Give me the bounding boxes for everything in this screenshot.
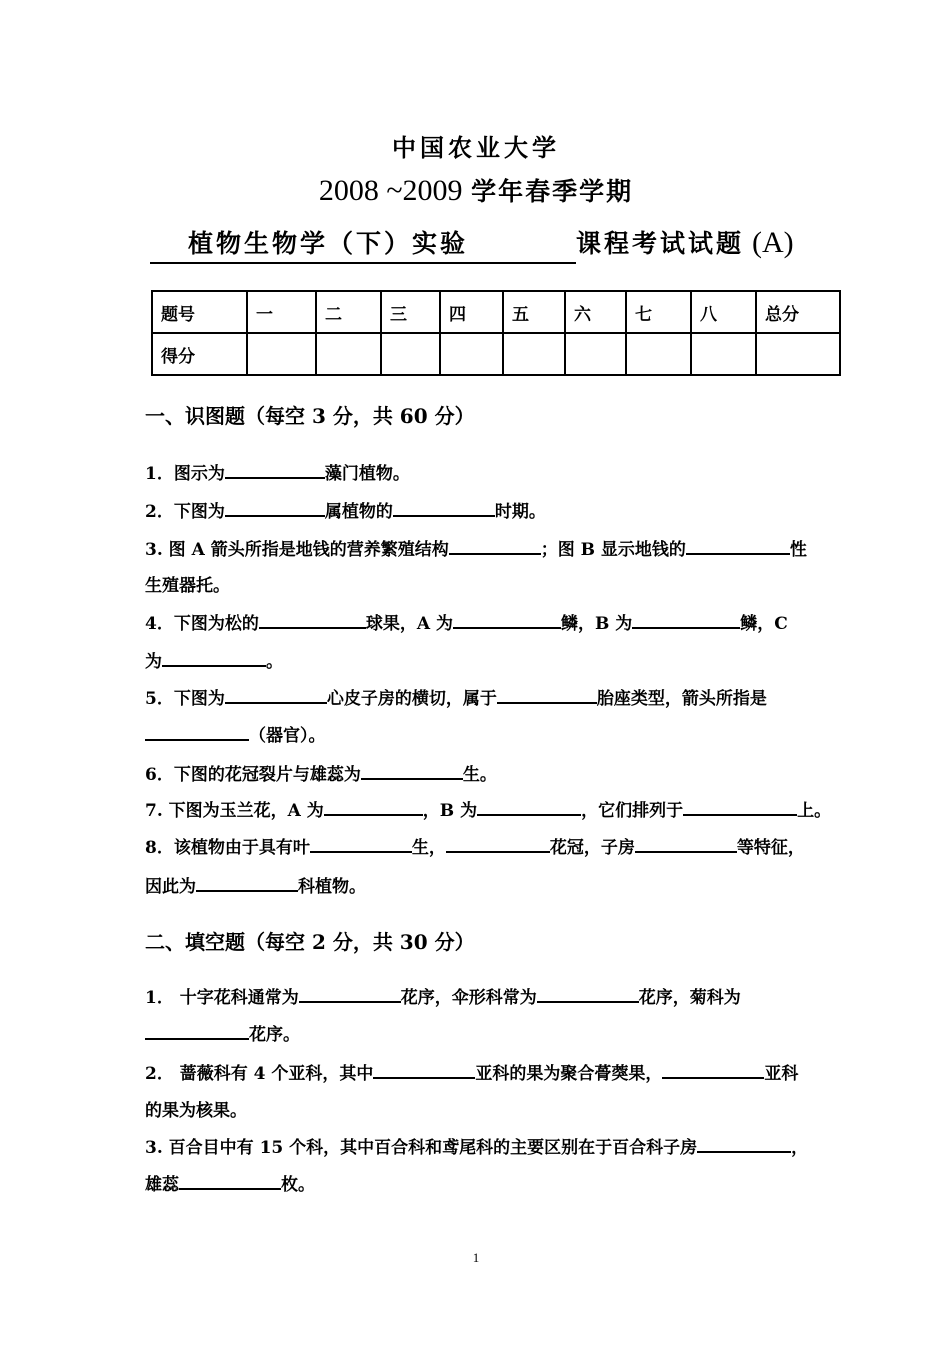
question-text: ；图 B 显示地钱的 bbox=[540, 540, 686, 560]
question-text: 。 bbox=[266, 652, 283, 672]
answer-blank[interactable] bbox=[632, 613, 740, 629]
table-cell: 五 bbox=[503, 291, 565, 333]
question-text: 3. 百合目中有 15 个科，其中百合科和鸢尾科的主要区别在于百合科子房 bbox=[145, 1138, 698, 1158]
answer-blank[interactable] bbox=[225, 463, 325, 479]
question-1-3 bbox=[145, 535, 807, 560]
question-1-8 bbox=[145, 833, 805, 858]
answer-blank[interactable] bbox=[497, 688, 597, 704]
answer-blank[interactable] bbox=[393, 501, 495, 517]
score-cell[interactable] bbox=[756, 333, 840, 375]
table-cell: 四 bbox=[440, 291, 503, 333]
table-cell: 六 bbox=[565, 291, 626, 333]
section-2-title: 二、填空题（每空 2 分，共 30 分） bbox=[145, 930, 475, 954]
question-text: 生。 bbox=[462, 765, 497, 785]
answer-blank[interactable] bbox=[310, 837, 412, 853]
question-1-1 bbox=[145, 459, 410, 484]
question-text: ， bbox=[791, 1138, 809, 1158]
question-text: 花序。 bbox=[249, 1025, 300, 1045]
question-text: 7. 下图为玉兰花，A 为 bbox=[145, 801, 324, 821]
answer-blank[interactable] bbox=[373, 1063, 475, 1079]
exam-title bbox=[150, 224, 794, 264]
course-name: 植物生物学（下）实验 bbox=[150, 224, 576, 264]
question-text: ，B 为 bbox=[422, 801, 478, 821]
question-2-1-cont bbox=[145, 1020, 300, 1045]
score-cell[interactable] bbox=[626, 333, 691, 375]
table-cell: 得分 bbox=[152, 333, 247, 375]
question-1-4 bbox=[145, 609, 788, 634]
question-text: 属植物的 bbox=[324, 502, 393, 522]
answer-blank[interactable] bbox=[477, 800, 581, 816]
question-text: 藻门植物。 bbox=[324, 464, 410, 484]
question-text: 2． 蔷薇科有 4 个亚科，其中 bbox=[145, 1064, 374, 1084]
question-text: 为 bbox=[145, 652, 162, 672]
answer-blank[interactable] bbox=[361, 764, 463, 780]
answer-blank[interactable] bbox=[662, 1063, 764, 1079]
question-1-4-cont bbox=[145, 647, 283, 672]
question-2-1 bbox=[145, 983, 741, 1008]
question-1-5 bbox=[145, 684, 767, 709]
answer-blank[interactable] bbox=[299, 987, 401, 1003]
table-cell: 八 bbox=[691, 291, 756, 333]
answer-blank[interactable] bbox=[686, 539, 790, 555]
question-text: 生， bbox=[411, 838, 446, 858]
paper-version: (A) bbox=[751, 226, 794, 259]
question-text: 因此为 bbox=[145, 877, 196, 897]
question-text: 亚科的果为聚合蓇葖果， bbox=[475, 1064, 663, 1084]
question-1-7 bbox=[145, 796, 831, 821]
question-text: 亚科 bbox=[764, 1064, 799, 1084]
question-text: 1． 十字花科通常为 bbox=[145, 988, 299, 1008]
page-number: 1 bbox=[472, 1250, 480, 1265]
question-text: 5．下图为 bbox=[145, 689, 225, 709]
answer-blank[interactable] bbox=[697, 1137, 791, 1153]
score-table-score-row bbox=[152, 333, 840, 375]
score-cell[interactable] bbox=[503, 333, 565, 375]
score-table bbox=[151, 290, 841, 376]
score-cell[interactable] bbox=[316, 333, 381, 375]
question-1-6 bbox=[145, 760, 497, 785]
academic-year: 2008 ~2009 bbox=[318, 174, 463, 207]
question-text: 胎座类型，箭头所指是 bbox=[596, 689, 767, 709]
section-1-title: 一、识图题（每空 3 分，共 60 分） bbox=[145, 404, 475, 428]
question-text: 心皮子房的横切，属于 bbox=[326, 689, 497, 709]
question-text: 3. 图 A 箭头所指是地钱的营养繁殖结构 bbox=[145, 540, 449, 560]
answer-blank[interactable] bbox=[683, 800, 797, 816]
table-cell: 三 bbox=[381, 291, 440, 333]
exam-name: 课程考试试题 bbox=[576, 229, 745, 258]
university-title: 中国农业大学 bbox=[392, 133, 560, 162]
table-cell: 一 bbox=[247, 291, 316, 333]
answer-blank[interactable] bbox=[145, 725, 249, 741]
answer-blank[interactable] bbox=[196, 876, 298, 892]
question-text: 6．下图的花冠裂片与雄蕊为 bbox=[145, 765, 361, 785]
table-cell: 总分 bbox=[756, 291, 840, 333]
question-2-2 bbox=[145, 1059, 798, 1084]
answer-blank[interactable] bbox=[145, 1024, 249, 1040]
question-text: ，它们排列于 bbox=[581, 801, 684, 821]
answer-blank[interactable] bbox=[225, 501, 325, 517]
question-text: 花冠，子房 bbox=[549, 838, 635, 858]
score-cell[interactable] bbox=[247, 333, 316, 375]
question-text: 性 bbox=[789, 540, 807, 560]
question-2-2-cont: 的果为核果。 bbox=[145, 1101, 247, 1121]
score-table-header-row bbox=[152, 291, 840, 333]
question-text: 等特征， bbox=[736, 838, 805, 858]
question-text: 8．该植物由于具有叶 bbox=[145, 838, 310, 858]
answer-blank[interactable] bbox=[453, 613, 561, 629]
score-cell[interactable] bbox=[565, 333, 626, 375]
question-text: 科植物。 bbox=[298, 877, 366, 897]
term-title bbox=[0, 172, 952, 208]
question-text: 4．下图为松的 bbox=[145, 614, 259, 634]
question-text: 1．图示为 bbox=[145, 464, 225, 484]
term-label: 学年春季学期 bbox=[471, 177, 634, 206]
answer-blank[interactable] bbox=[537, 987, 639, 1003]
score-cell[interactable] bbox=[381, 333, 440, 375]
answer-blank[interactable] bbox=[449, 539, 541, 555]
score-cell[interactable] bbox=[440, 333, 503, 375]
answer-blank[interactable] bbox=[179, 1174, 281, 1190]
question-text: 花序，菊科为 bbox=[638, 988, 741, 1008]
table-cell: 题号 bbox=[152, 291, 247, 333]
question-1-2 bbox=[145, 497, 546, 522]
table-cell: 七 bbox=[626, 291, 691, 333]
question-text: 枚。 bbox=[281, 1175, 315, 1195]
answer-blank[interactable] bbox=[225, 688, 327, 704]
question-text: 2．下图为 bbox=[145, 502, 225, 522]
answer-blank[interactable] bbox=[324, 800, 423, 816]
question-text: 雄蕊 bbox=[145, 1175, 179, 1195]
question-text: 鳞，C bbox=[740, 614, 788, 634]
question-2-3 bbox=[145, 1133, 808, 1158]
answer-blank[interactable] bbox=[446, 837, 550, 853]
question-text: （器官）。 bbox=[249, 726, 326, 746]
answer-blank[interactable] bbox=[162, 651, 266, 667]
question-1-3-cont: 生殖器托。 bbox=[145, 576, 230, 596]
question-2-3-cont bbox=[145, 1170, 315, 1195]
answer-blank[interactable] bbox=[259, 613, 366, 629]
score-cell[interactable] bbox=[691, 333, 756, 375]
question-1-8-cont bbox=[145, 872, 366, 897]
question-text: 花序，伞形科常为 bbox=[400, 988, 537, 1008]
answer-blank[interactable] bbox=[635, 837, 737, 853]
question-text: 鳞，B 为 bbox=[560, 614, 633, 634]
question-1-5-cont bbox=[145, 721, 326, 746]
question-text: 上。 bbox=[797, 801, 832, 821]
table-cell: 二 bbox=[316, 291, 381, 333]
question-text: 球果，A 为 bbox=[365, 614, 453, 634]
question-text: 时期。 bbox=[494, 502, 546, 522]
